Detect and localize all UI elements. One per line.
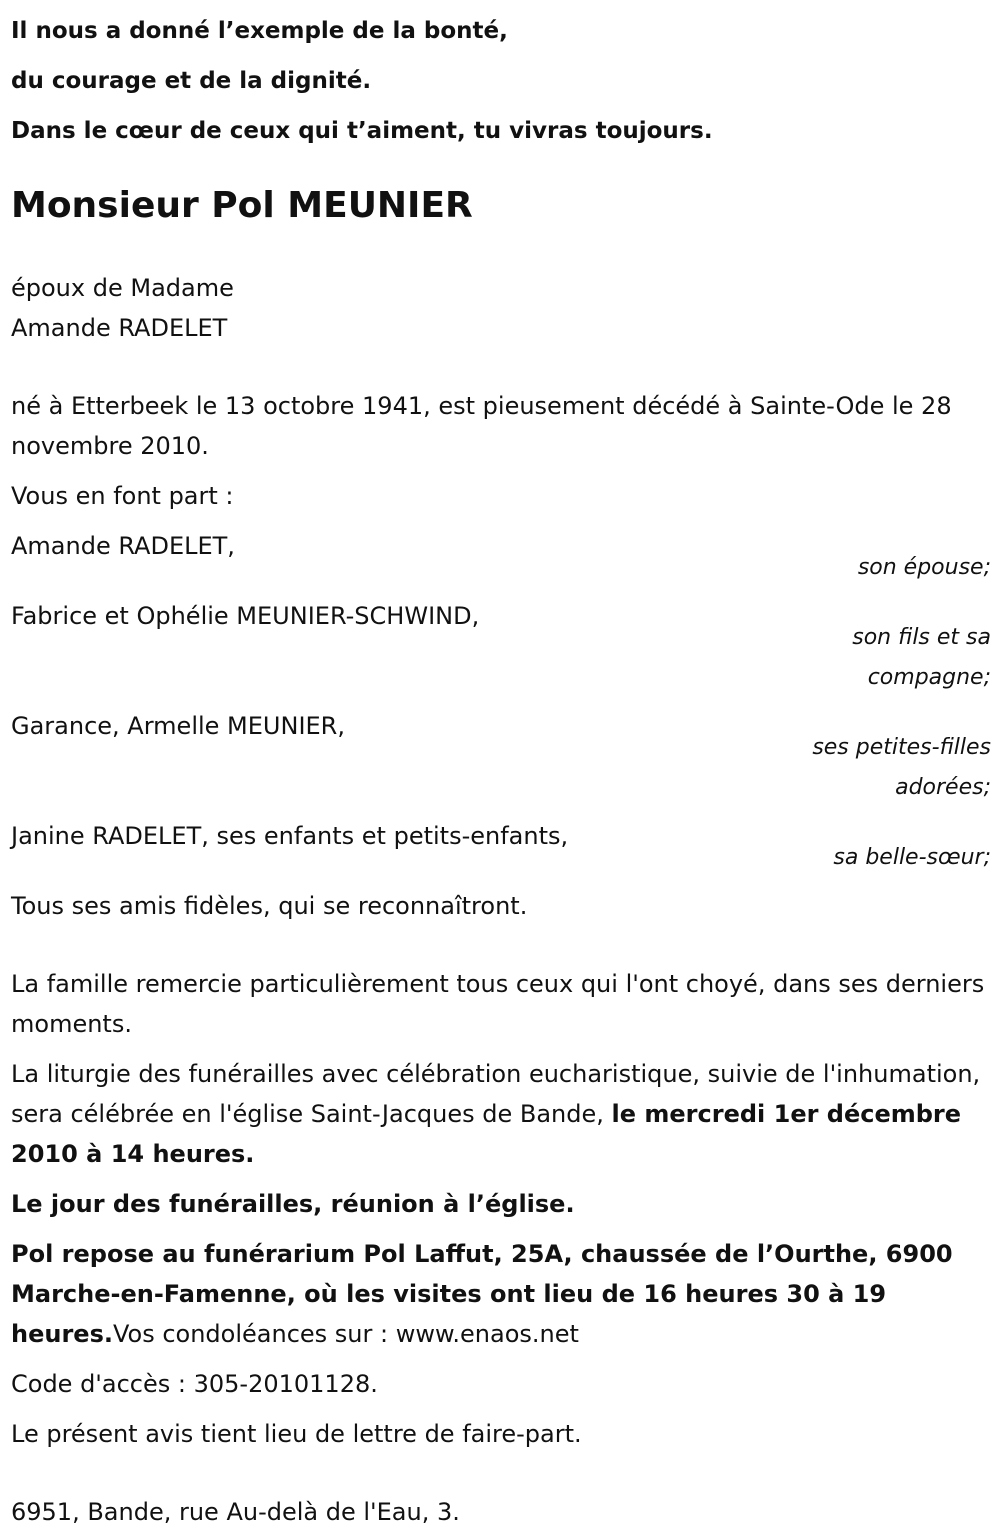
- rest-text: Pol repose au funérarium Pol Laffut, 25A, chaussée de l’Ourthe, 6900 Marche-en-Famenne, où les visites ont lieu de 16 heures 30 à 19 heures.: [11, 1240, 953, 1348]
- spouse-line: époux de Madame: [11, 274, 234, 302]
- mourner-item: [11, 596, 991, 698]
- mourner-name: Amande RADELET,: [11, 532, 235, 560]
- mourner-relation: ses petites-filles adorées;: [812, 735, 991, 800]
- liturgy-paragraph: [11, 1054, 991, 1174]
- mourner-item: [11, 816, 991, 878]
- announce-intro: Vous en font part :: [11, 482, 234, 510]
- mourner-name: Janine RADELET, ses enfants et petits-enfants,: [11, 822, 569, 850]
- condolences-text: Vos condoléances sur : www.enaos.net: [112, 1320, 579, 1348]
- liturgy-date: le mercredi 1er décembre 2010 à 14 heures.: [11, 1100, 962, 1168]
- mourner-relation: sa belle-sœur;: [833, 845, 991, 870]
- friends-line: Tous ses amis fidèles, qui se reconnaîtront.: [11, 892, 528, 920]
- spouse-name: Amande RADELET: [11, 314, 228, 342]
- mourner-relation: son épouse;: [857, 555, 991, 580]
- verse-line: Dans le cœur de ceux qui t’aiment, tu vivras toujours.: [11, 118, 713, 144]
- notice-text: Le présent avis tient lieu de lettre de faire-part.: [11, 1420, 582, 1448]
- access-code: Code d'accès : 305-20101128.: [11, 1370, 378, 1398]
- thanks-text: La famille remercie particulièrement tous ceux qui l'ont choyé, dans ses derniers moments.: [11, 970, 985, 1038]
- birth-death-text: né à Etterbeek le 13 octobre 1941, est pieusement décédé à Sainte-Ode le 28 novembre 2010.: [11, 392, 952, 460]
- verse-line: Il nous a donné l’exemple de la bonté,: [11, 18, 508, 44]
- deceased-name: Monsieur Pol MEUNIER: [11, 185, 473, 226]
- mourner-relation: son fils et sa compagne;: [852, 625, 991, 690]
- meeting-bold: Le jour des funérailles, réunion à l’église.: [11, 1190, 575, 1218]
- meeting-text: [11, 1184, 991, 1224]
- mourner-name: Fabrice et Ophélie MEUNIER-SCHWIND,: [11, 602, 480, 630]
- liturgy-text: La liturgie des funérailles avec célébration eucharistique, suivie de l'inhumation, sera célébrée en l'église Saint-Jacques de Bande,: [11, 1060, 981, 1128]
- address-text: 6951, Bande, rue Au-delà de l'Eau, 3.: [11, 1498, 460, 1526]
- mourner-item: [11, 526, 991, 588]
- mourner-name: Garance, Armelle MEUNIER,: [11, 712, 345, 740]
- mourner-item: [11, 706, 991, 808]
- verse: [11, 6, 991, 156]
- rest-paragraph: [11, 1234, 991, 1354]
- verse-line: du courage et de la dignité.: [11, 68, 372, 94]
